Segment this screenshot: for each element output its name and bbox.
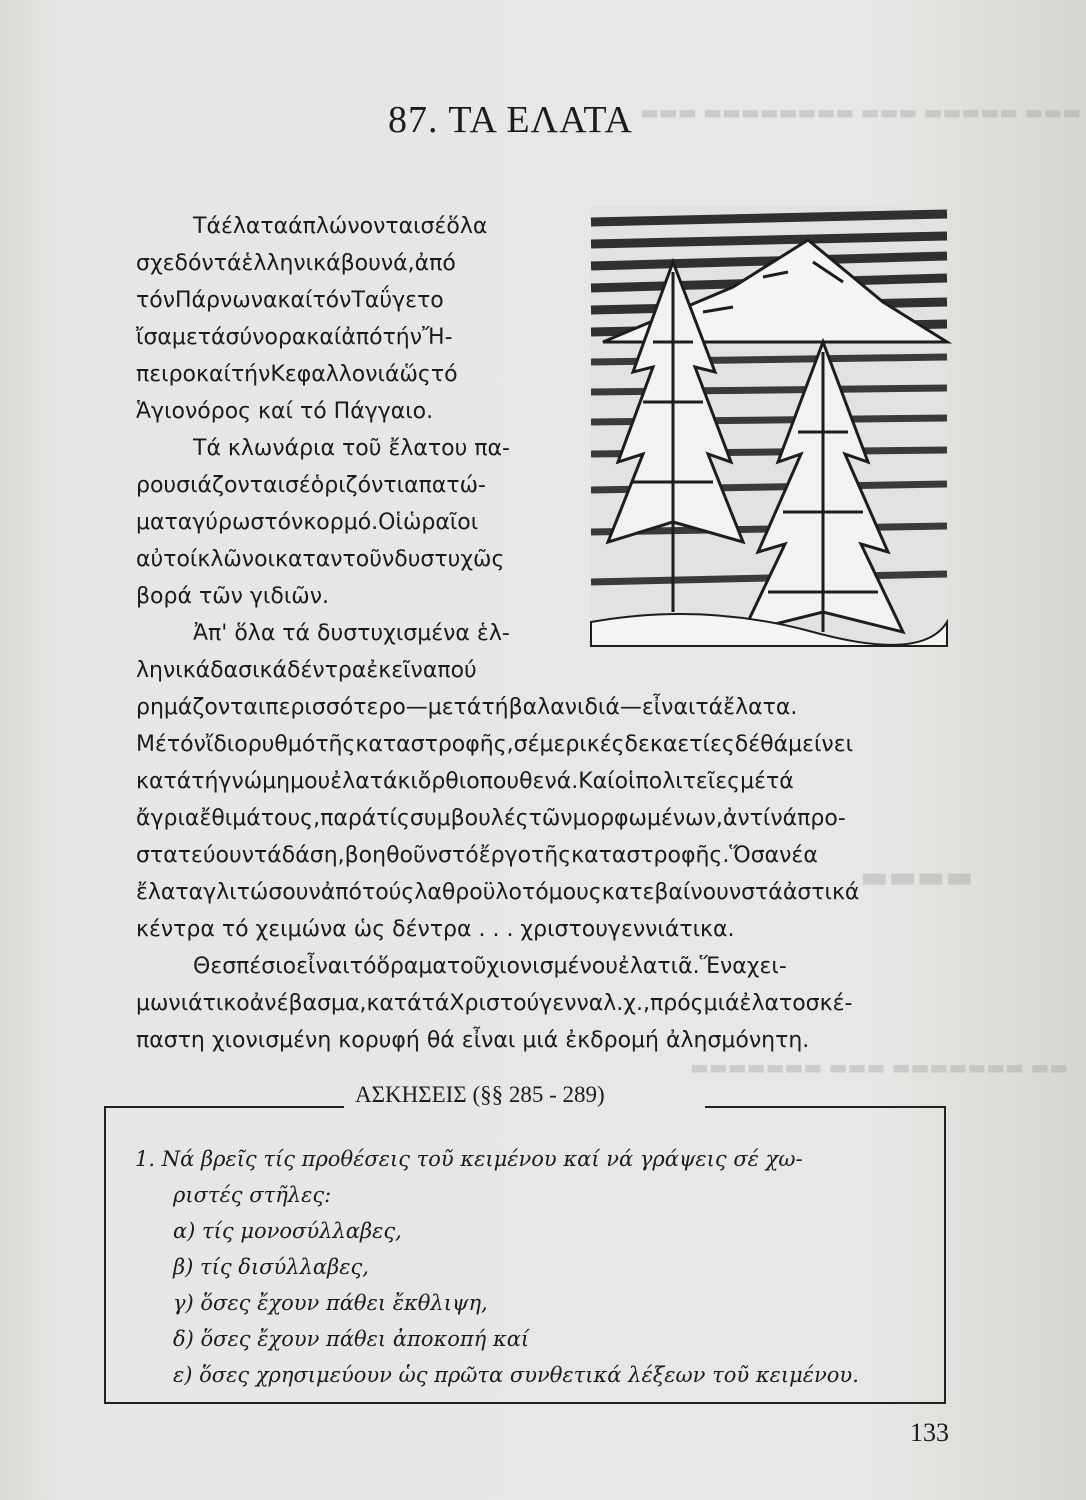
word: στατεύουν: [136, 843, 255, 868]
text-line: [136, 689, 944, 726]
word: καταστροφῆς,: [355, 732, 514, 757]
word: σύνορα: [225, 325, 307, 350]
word: ἔλατα: [136, 880, 204, 905]
word: χιονισμένου: [486, 954, 618, 979]
text-line: [136, 985, 944, 1022]
text-line: [136, 874, 944, 911]
text-line: [136, 504, 517, 541]
word: τή: [191, 769, 219, 794]
word: μερικές: [539, 732, 625, 757]
text-line: [136, 356, 517, 393]
word: βουνά,: [340, 251, 415, 276]
text-line: Τά κλωνάρια τοῦ ἔλατου πα-: [193, 436, 510, 461]
word: νά: [770, 806, 798, 831]
show-through-text: ▬▬ ▬▬▬▬▬▬▬ ▬▬▬ ▬▬▬▬▬▬▬: [690, 1055, 1069, 1079]
word: κατά: [366, 991, 422, 1016]
word: μείνει: [788, 732, 854, 757]
exercise-subitem: α) τίς μονοσύλλαβες,: [173, 1219, 402, 1243]
word: τά: [765, 769, 794, 794]
word: δυστυχῶς: [394, 547, 505, 572]
word: γύρω: [192, 510, 251, 535]
exercise-item: ριστές στῆλες:: [173, 1183, 332, 1207]
word: καταντοῦν: [275, 547, 395, 572]
word: ἔργο: [478, 843, 532, 868]
word: δασικά: [210, 658, 287, 683]
fir-trees-illustration: [583, 192, 953, 672]
word: τήν: [382, 325, 423, 350]
word: Ἕνα: [699, 954, 747, 979]
word: ἀπό: [341, 325, 383, 350]
word: κλῶνοι: [197, 547, 275, 572]
word: τό: [430, 362, 458, 387]
word: καί: [277, 288, 313, 313]
word: ἀνέβασμα,: [249, 991, 367, 1016]
text-line: [136, 467, 517, 504]
word: τά: [421, 991, 450, 1016]
word: καί: [196, 362, 231, 387]
word: τόν: [136, 288, 175, 313]
word: ἐλατιᾶ.: [617, 954, 700, 979]
word: θά: [760, 732, 789, 757]
word: ἐκεῖνα: [366, 658, 438, 683]
text-line: Ἁγιονόρος καί τό Πάγγαιο.: [136, 399, 434, 424]
word: ρημάζονται: [136, 695, 266, 720]
text-line: [136, 837, 944, 874]
text-line: [136, 652, 517, 689]
word: γνώμη: [218, 769, 291, 794]
word: περισσότερο: [265, 695, 406, 720]
word: ἀντί: [722, 806, 771, 831]
word: Μέ: [136, 732, 167, 757]
word: ὁριζόντια: [310, 473, 419, 498]
word: γλιτώσουν: [203, 880, 321, 905]
word: κορμό.: [303, 510, 379, 535]
word: έλατα: [220, 214, 289, 239]
text-line: [136, 726, 944, 763]
word: τῶν: [528, 806, 573, 831]
text-line: [136, 282, 517, 319]
word: τοῦ: [446, 954, 487, 979]
word: Κεφαλλονιά: [270, 362, 400, 387]
word: στά: [741, 880, 783, 905]
word: χει-: [746, 954, 787, 979]
word: ἀστικά: [782, 880, 860, 905]
exercises-heading: ΑΣΚΗΣΕΙΣ (§§ 285 - 289): [355, 1082, 605, 1107]
text-line: [136, 800, 944, 837]
text-line: Ἀπ' ὅλα τά δυστυχισμένα ἑλ-: [193, 621, 510, 646]
word: τόν: [166, 732, 206, 757]
exercise-subitem: γ) ὅσες ἔχουν πάθει ἔκθλιψη,: [173, 1291, 488, 1315]
word: βοηθοῦν: [344, 843, 439, 868]
exercise-subitem: δ) ὅσες ἔχουν πάθει ἀποκοπή καί: [173, 1327, 530, 1351]
word: πειρο: [136, 362, 197, 387]
word: καί: [306, 325, 342, 350]
word: τή: [481, 695, 509, 720]
word: ὥς: [399, 362, 431, 387]
text-line: βορά τῶν γιδιῶν.: [136, 584, 329, 609]
page-number: 133: [910, 1418, 949, 1447]
show-through-text: ▬▬▬ ▬▬▬▬▬ ▬▬▬ ▬▬▬▬▬▬▬▬ ▬▬▬: [640, 100, 1082, 124]
word: ὅραμα: [376, 954, 447, 979]
word: ὡραῖοι: [402, 510, 479, 535]
word: ληνικά: [136, 658, 211, 683]
word: στόν: [250, 510, 304, 535]
text-line: κέντρα τό χειμώνα ὡς δέντρα . . . χριστουγεννιάτικα.: [136, 917, 735, 942]
word: Ταΰγετο: [351, 288, 444, 313]
word: μορφωμένων,: [572, 806, 723, 831]
word: Πάρνωνα: [175, 288, 278, 313]
word: δέντρα: [287, 658, 367, 683]
word: ἀπό: [320, 880, 362, 905]
word: τῆς: [315, 732, 356, 757]
word: ἐλατοσκέ-: [739, 991, 853, 1016]
word: Ὅσα: [729, 843, 780, 868]
word: σέ: [420, 214, 447, 239]
exercise-subitem: ε) ὅσες χρησιμεύουν ὡς πρῶτα συνθετικά λέξεων τοῦ κειμένου.: [173, 1363, 859, 1387]
word: μιά: [703, 991, 740, 1016]
text-line: [136, 541, 517, 578]
word: μετά: [427, 695, 482, 720]
word: στό: [438, 843, 479, 868]
word: τά: [197, 325, 226, 350]
word: εἶναι: [296, 954, 350, 979]
word: πρός: [650, 991, 704, 1016]
word: σχεδόν: [136, 251, 214, 276]
word: παρά: [320, 806, 377, 831]
word: ματα: [136, 510, 193, 535]
word: πουθενά.: [479, 769, 579, 794]
word: τούς: [361, 880, 415, 905]
word: καταστροφῆς.: [571, 843, 730, 868]
word: τά: [213, 251, 242, 276]
word: ἔλατα.: [723, 695, 798, 720]
text-line: [136, 763, 944, 800]
word: λαθροϋλοτόμους: [414, 880, 602, 905]
word: μέ: [740, 769, 766, 794]
word: σέ: [284, 473, 311, 498]
word: Τά: [193, 214, 221, 239]
word: τῆς: [531, 843, 572, 868]
word: πού: [437, 658, 477, 683]
word: τόν: [312, 288, 352, 313]
word: δάση,: [281, 843, 345, 868]
word: μου: [290, 769, 331, 794]
word: νέα: [779, 843, 818, 868]
word: ἔθιμά: [199, 806, 261, 831]
text-line: [136, 319, 517, 356]
word: μωνιάτικο: [136, 991, 250, 1016]
word: κατεβαίνουν: [601, 880, 742, 905]
word: κατά: [136, 769, 192, 794]
word: Ἤ-: [422, 325, 453, 350]
word: —: [405, 695, 428, 720]
word: ἑλληνικά: [241, 251, 341, 276]
word: ἴσαμε: [136, 325, 198, 350]
text-line: [136, 948, 944, 985]
word: εἶναι: [641, 695, 696, 720]
word: αὐτοί: [136, 547, 198, 572]
word: τά: [695, 695, 724, 720]
word: πολιτεῖες: [635, 769, 741, 794]
word: —: [619, 695, 642, 720]
text-line: [136, 245, 517, 282]
word: ἀπό: [414, 251, 456, 276]
word: Οἱ: [378, 510, 403, 535]
body-full-width: [136, 689, 944, 1059]
word: ρυθμό: [247, 732, 316, 757]
exercise-item: 1. Νά βρεῖς τίς προθέσεις τοῦ κειμένου καί νά γράψεις σέ χω-: [135, 1147, 803, 1171]
body-column: [136, 208, 517, 689]
word: δεκαετίες: [624, 732, 735, 757]
text-line: [136, 208, 517, 245]
exercise-subitem: β) τίς δισύλλαβες,: [173, 1255, 369, 1279]
exercise-list: [135, 1141, 859, 1393]
word: ὅλα: [446, 214, 488, 239]
word: ἴδιο: [205, 732, 248, 757]
word: προ-: [797, 806, 846, 831]
word: λ.χ.,: [603, 991, 650, 1016]
word: τά: [254, 843, 282, 868]
word: οἱ: [614, 769, 636, 794]
word: Θεσπέσιο: [193, 954, 297, 979]
word: άπλώνονται: [288, 214, 421, 239]
word: δέ: [734, 732, 761, 757]
word: ρουσιάζονται: [136, 473, 285, 498]
word: σέ: [513, 732, 540, 757]
word: πατώ-: [418, 473, 486, 498]
word: συμβουλές: [409, 806, 529, 831]
word: ἄγρια: [136, 806, 200, 831]
page-title: 87. ΤΑ ΕΛΑΤΑ: [388, 99, 633, 141]
show-through-text: ▬▬▬▬: [860, 860, 974, 895]
word: Καί: [578, 769, 615, 794]
word: τίς: [376, 806, 410, 831]
word: βαλανιδιά: [508, 695, 620, 720]
word: ὄρθιο: [417, 769, 480, 794]
word: ἐλατάκι: [330, 769, 418, 794]
word: τους,: [260, 806, 321, 831]
word: τό: [349, 954, 377, 979]
text-line: παστη χιονισμένη κορυφή θά εἶναι μιά ἐκδρομή ἀλησμόνητη.: [136, 1028, 810, 1053]
word: τήν: [230, 362, 271, 387]
word: Χριστούγεννα: [449, 991, 604, 1016]
